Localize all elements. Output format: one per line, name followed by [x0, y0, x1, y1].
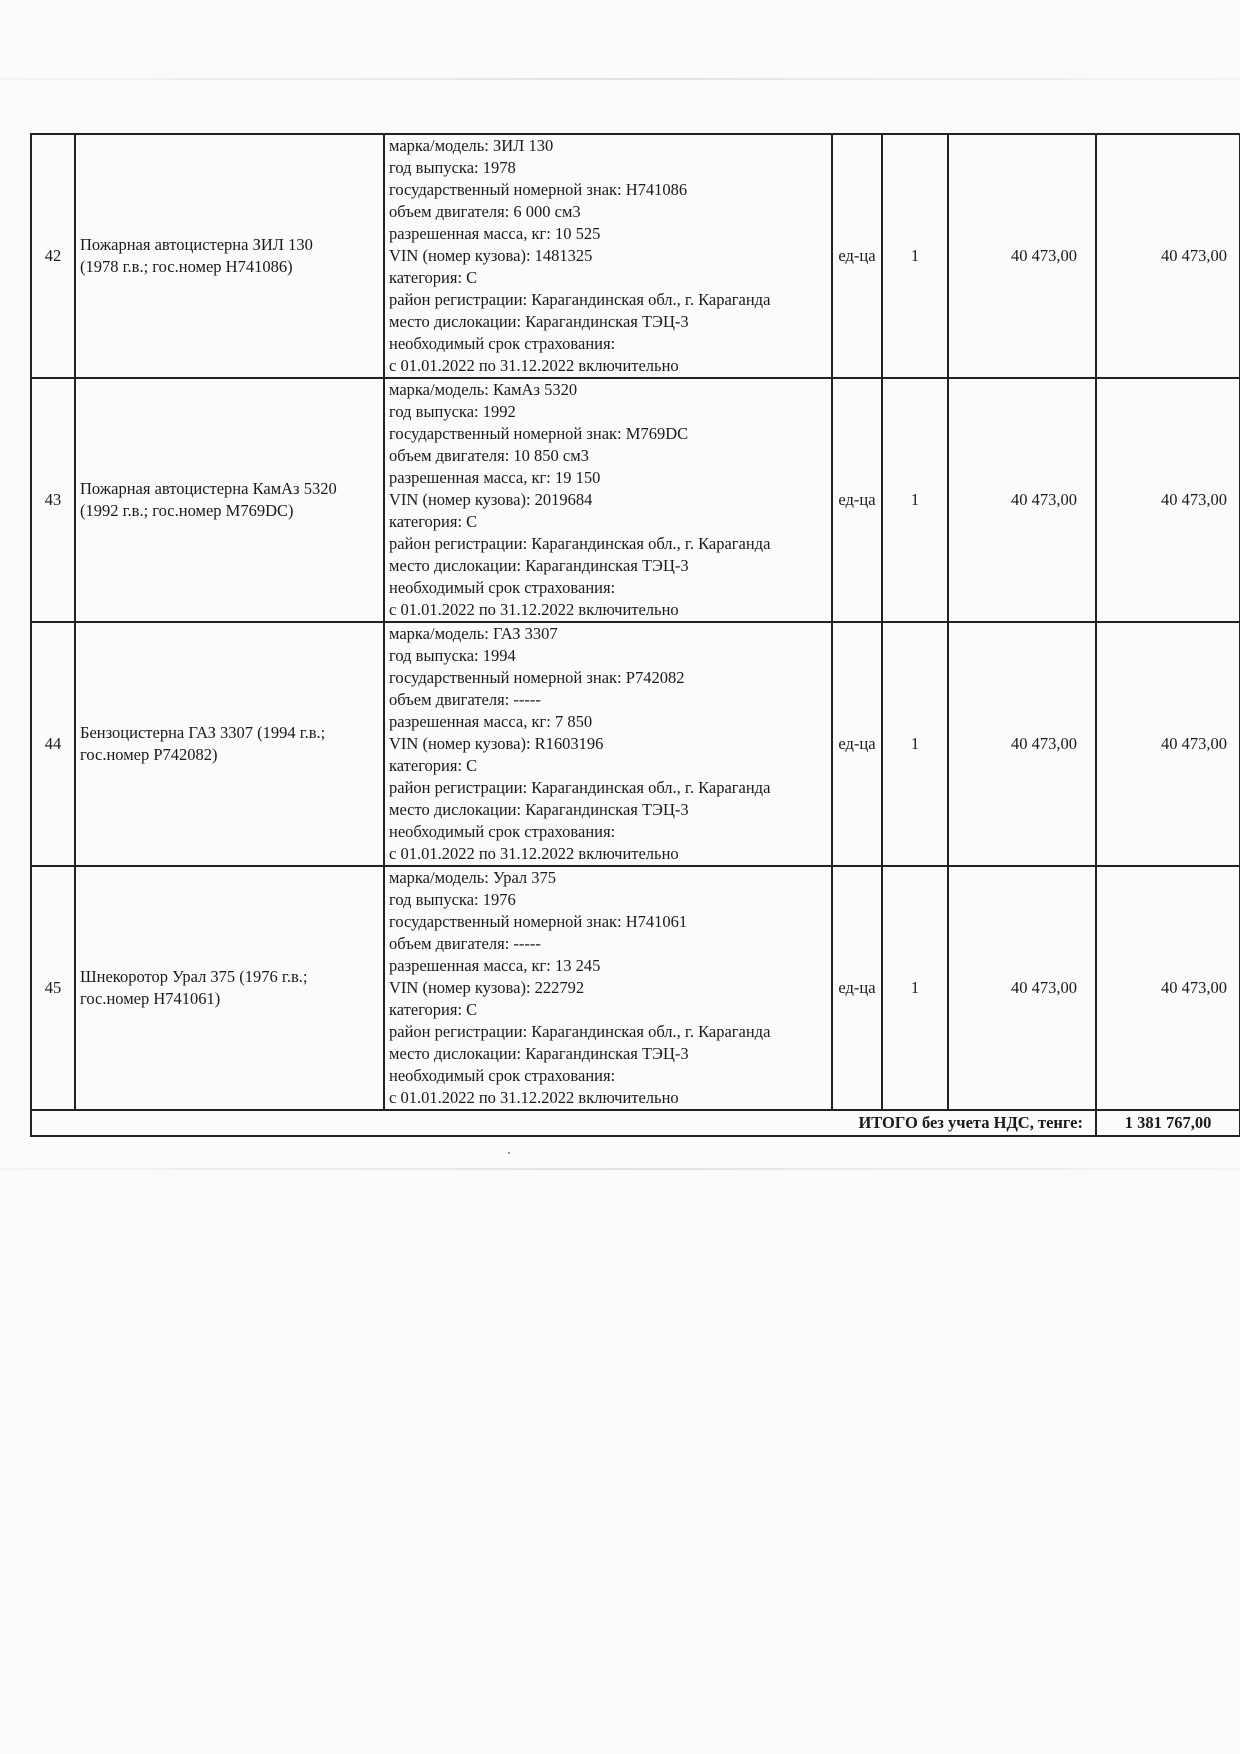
- detail-model: марка/модель: КамАз 5320: [389, 380, 578, 399]
- detail-engine: объем двигателя: 6 000 см3: [389, 202, 581, 221]
- detail-vin: VIN (номер кузова): R1603196: [389, 734, 604, 753]
- vehicle-name-line: Бензоцистерна ГАЗ 3307 (1994 г.в.;: [80, 723, 326, 742]
- grand-total-label: ИТОГО без учета НДС, тенге:: [31, 1110, 1096, 1136]
- detail-mass: разрешенная масса, кг: 7 850: [389, 712, 593, 731]
- vehicle-name-cell: [75, 134, 384, 378]
- detail-model: марка/модель: ГАЗ 3307: [389, 624, 558, 643]
- quantity-cell: 1: [882, 378, 948, 622]
- table-row: [31, 622, 1240, 866]
- detail-region: район регистрации: Карагандинская обл., г. Караганда: [389, 778, 771, 797]
- quantity-cell: 1: [882, 134, 948, 378]
- detail-year: год выпуска: 1978: [389, 158, 516, 177]
- detail-category: категория: С: [389, 512, 478, 531]
- detail-term-period: с 01.01.2022 по 31.12.2022 включительно: [389, 1088, 679, 1107]
- detail-year: год выпуска: 1992: [389, 402, 516, 421]
- detail-vin: VIN (номер кузова): 222792: [389, 978, 585, 997]
- vehicle-name-line: (1978 г.в.; гос.номер Н741086): [80, 257, 293, 276]
- detail-location: место дислокации: Карагандинская ТЭЦ-3: [389, 800, 689, 819]
- detail-region: район регистрации: Карагандинская обл., г. Караганда: [389, 534, 771, 553]
- detail-category: категория: С: [389, 268, 478, 287]
- detail-term-period: с 01.01.2022 по 31.12.2022 включительно: [389, 356, 679, 375]
- vehicle-name-cell: [75, 866, 384, 1110]
- vehicle-name-cell: [75, 378, 384, 622]
- detail-plate: государственный номерной знак: Н741061: [389, 912, 688, 931]
- table-row: [31, 134, 1240, 378]
- scan-artifact-line: [0, 1168, 1240, 1170]
- vehicle-details-cell: [384, 622, 832, 866]
- detail-category: категория: С: [389, 756, 478, 775]
- scan-speck: [508, 1152, 510, 1154]
- table-body: [31, 134, 1240, 1136]
- row-number: 44: [31, 622, 75, 866]
- vehicle-details-cell: [384, 866, 832, 1110]
- vehicle-name-line: гос.номер Н741061): [80, 989, 221, 1008]
- table-row: [31, 378, 1240, 622]
- unit-cell: ед-ца: [832, 622, 882, 866]
- detail-plate: государственный номерной знак: Н741086: [389, 180, 688, 199]
- grand-total-value: 1 381 767,00: [1096, 1110, 1240, 1136]
- row-number: 42: [31, 134, 75, 378]
- vehicle-details-cell: [384, 134, 832, 378]
- total-cell: 40 473,00: [1096, 622, 1240, 866]
- detail-year: год выпуска: 1994: [389, 646, 516, 665]
- detail-engine: объем двигателя: -----: [389, 690, 541, 709]
- vehicle-name-line: (1992 г.в.; гос.номер М769DС): [80, 501, 294, 520]
- table-row: [31, 866, 1240, 1110]
- price-cell: 40 473,00: [948, 866, 1096, 1110]
- detail-model: марка/модель: ЗИЛ 130: [389, 136, 554, 155]
- unit-cell: ед-ца: [832, 866, 882, 1110]
- detail-region: район регистрации: Карагандинская обл., г. Караганда: [389, 1022, 771, 1041]
- detail-location: место дислокации: Карагандинская ТЭЦ-3: [389, 556, 689, 575]
- vehicle-name-line: Пожарная автоцистерна КамАз 5320: [80, 479, 337, 498]
- row-number: 43: [31, 378, 75, 622]
- unit-cell: ед-ца: [832, 134, 882, 378]
- detail-plate: государственный номерной знак: Р742082: [389, 668, 685, 687]
- unit-cell: ед-ца: [832, 378, 882, 622]
- detail-mass: разрешенная масса, кг: 19 150: [389, 468, 601, 487]
- detail-term-period: с 01.01.2022 по 31.12.2022 включительно: [389, 600, 679, 619]
- detail-category: категория: С: [389, 1000, 478, 1019]
- detail-term-period: с 01.01.2022 по 31.12.2022 включительно: [389, 844, 679, 863]
- detail-mass: разрешенная масса, кг: 10 525: [389, 224, 601, 243]
- vehicle-name-line: Шнекоротор Урал 375 (1976 г.в.;: [80, 967, 308, 986]
- total-cell: 40 473,00: [1096, 378, 1240, 622]
- quantity-cell: 1: [882, 622, 948, 866]
- vehicle-name-line: гос.номер Р742082): [80, 745, 218, 764]
- detail-term-label: необходимый срок страхования:: [389, 578, 616, 597]
- detail-engine: объем двигателя: -----: [389, 934, 541, 953]
- price-cell: 40 473,00: [948, 378, 1096, 622]
- detail-vin: VIN (номер кузова): 2019684: [389, 490, 593, 509]
- detail-region: район регистрации: Карагандинская обл., г. Караганда: [389, 290, 771, 309]
- detail-plate: государственный номерной знак: М769DС: [389, 424, 689, 443]
- vehicle-details-cell: [384, 378, 832, 622]
- row-number: 45: [31, 866, 75, 1110]
- scan-artifact-line: [0, 78, 1240, 80]
- detail-location: место дислокации: Карагандинская ТЭЦ-3: [389, 312, 689, 331]
- detail-mass: разрешенная масса, кг: 13 245: [389, 956, 601, 975]
- detail-location: место дислокации: Карагандинская ТЭЦ-3: [389, 1044, 689, 1063]
- detail-model: марка/модель: Урал 375: [389, 868, 557, 887]
- vehicle-name-line: Пожарная автоцистерна ЗИЛ 130: [80, 235, 313, 254]
- detail-year: год выпуска: 1976: [389, 890, 516, 909]
- vehicle-insurance-table: [30, 133, 1240, 1137]
- total-cell: 40 473,00: [1096, 134, 1240, 378]
- detail-vin: VIN (номер кузова): 1481325: [389, 246, 593, 265]
- detail-term-label: необходимый срок страхования:: [389, 822, 616, 841]
- detail-term-label: необходимый срок страхования:: [389, 334, 616, 353]
- quantity-cell: 1: [882, 866, 948, 1110]
- detail-term-label: необходимый срок страхования:: [389, 1066, 616, 1085]
- detail-engine: объем двигателя: 10 850 см3: [389, 446, 589, 465]
- vehicle-name-cell: [75, 622, 384, 866]
- price-cell: 40 473,00: [948, 622, 1096, 866]
- grand-total-row: [31, 1110, 1240, 1136]
- total-cell: 40 473,00: [1096, 866, 1240, 1110]
- price-cell: 40 473,00: [948, 134, 1096, 378]
